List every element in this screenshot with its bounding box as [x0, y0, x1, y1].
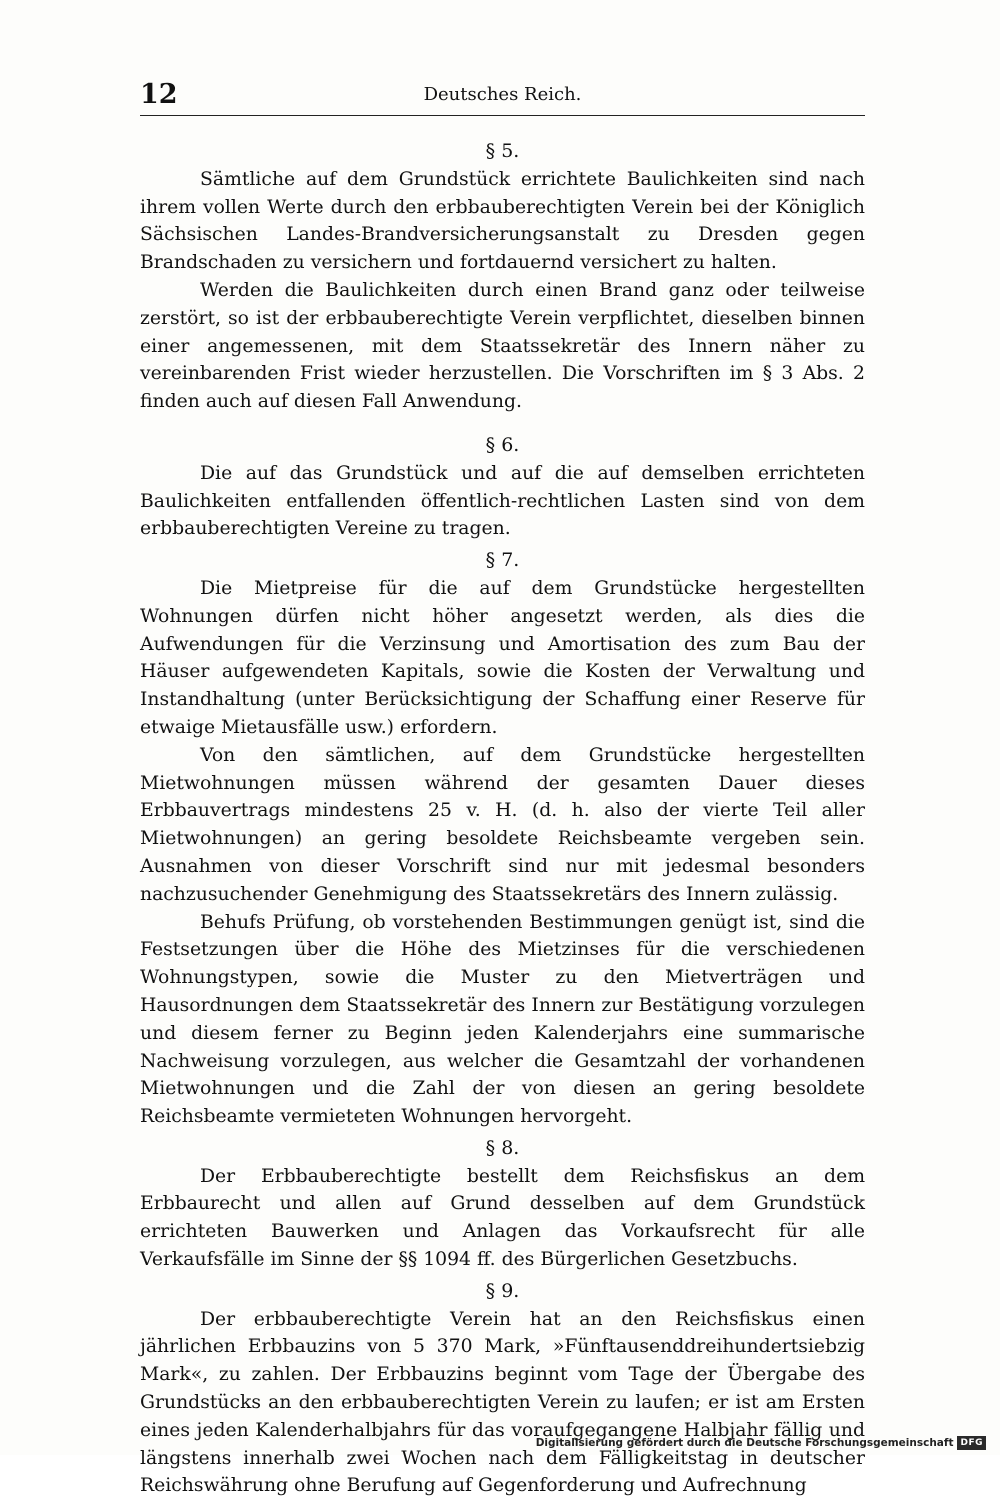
paragraph: Werden die Baulichkeiten durch einen Brand ganz oder teilweise zerstört, so ist der erbbauberechtigte Verein verpflichtet, dieselben binnen einer angemessenen, mit dem Staatssekretär des Innern näher zu vereinbarenden Frist wieder herzustellen. Die Vorschriften im § 3 Abs. 2 finden auch auf diesen Fall Anwendung. — [140, 279, 865, 413]
digitization-footer — [536, 1433, 986, 1453]
paragraph: Die Mietpreise für die auf dem Grundstücke hergestellten Wohnungen dürfen nicht höher angesetzt werden, als dies die Aufwendungen für die Verzinsung und Amortisation des zum Bau der Häuser aufgewendeten Kapitals, sowie die Kosten der Verwaltung und Instandhaltung (unter Berücksichtigung der Schaffung einer Reserve für etwaige Mietausfälle usw.) erfordern. — [140, 577, 865, 738]
running-title: Deutsches Reich. — [423, 84, 582, 105]
section-heading-7: § 7. — [485, 549, 520, 572]
funding-note: Digitalisierung gefördert durch die Deutsche Forschungsgemeinschaft — [535, 1437, 954, 1449]
paragraph: Der erbbauberechtigte Verein hat an den Reichsfiskus einen jährlichen Erbbauzins von 5 370 Mark, »Fünftausenddreihundertsiebzig Mark«, zu zahlen. Der Erbbauzins beginnt vom Tage der Übergabe des Grundstücks an den erbbauberechtigten Verein zu laufen; er ist am Ersten eines jeden Kalenderhalbjahrs für das voraufgegangene Halbjahr fällig und längstens innerhalb zwei Wochen nach dem Fälligkeitstag in deutscher Reichswährung ohne Berufung auf Gegenforderung und Aufrechnung — [140, 1308, 865, 1497]
paragraph: Die auf das Grundstück und auf die auf demselben errichteten Baulichkeiten entfallenden öffentlich-rechtlichen Lasten sind von dem erbbauberechtigten Vereine zu tragen. — [140, 462, 865, 540]
paragraph: Behufs Prüfung, ob vorstehenden Bestimmungen genügt ist, sind die Festsetzungen über die Höhe des Mietzinses für die verschiedenen Wohnungstypen, sowie die Muster zu den Mietverträgen und Hausordnungen dem Staatssekretär des Innern zur Bestätigung vorzulegen und diesem ferner zu Beginn jeden Kalenderjahrs eine summarische Nachweisung vorzulegen, aus welcher die Gesamtzahl der vorhandenen Mietwohnungen und die Zahl der von diesen an gering besoldete Reichsbeamte vermieteten Wohnungen hervorgeht. — [140, 911, 865, 1128]
section-heading-8: § 8. — [485, 1136, 520, 1159]
page-header — [140, 78, 865, 112]
paragraph: Von den sämtlichen, auf dem Grundstücke hergestellten Mietwohnungen müssen während der gesamten Dauer dieses Erbbauvertrags mindestens 25 v. H. (d. h. also der vierte Teil aller Mietwohnungen) an gering besoldete Reichsbeamte vergeben sein. Ausnahmen von dieser Vorschrift sind nur mit jedesmal besonders nachzusuchender Genehmigung des Staatssekretärs des Innern zulässig. — [140, 744, 865, 905]
section-heading-9: § 9. — [485, 1279, 520, 1302]
paragraph: Sämtliche auf dem Grundstück errichtete Baulichkeiten sind nach ihrem vollen Werte durch den erbbauberechtigten Verein bei der Königlich Sächsischen Landes-Brandversicherungsanstalt zu Dresden gegen Brandschaden zu versichern und fortdauernd versichert zu halten. — [140, 168, 865, 274]
body-text — [140, 138, 865, 1500]
section-heading-5: § 5. — [485, 140, 520, 162]
dfg-logo: DFG — [957, 1436, 986, 1450]
section-heading-6: § 6. — [485, 433, 520, 456]
paragraph: Der Erbbauberechtigte bestellt dem Reichsfiskus an dem Erbbaurecht und allen auf Grund desselben auf dem Grundstück errichteten Bauwerken und Anlagen das Vorkaufsrecht für alle Verkaufsfälle im Sinne der §§ 1094 ff. des Bürgerlichen Gesetzbuchs. — [140, 1165, 865, 1271]
header-rule — [140, 115, 865, 116]
page-number: 12 — [140, 79, 178, 110]
